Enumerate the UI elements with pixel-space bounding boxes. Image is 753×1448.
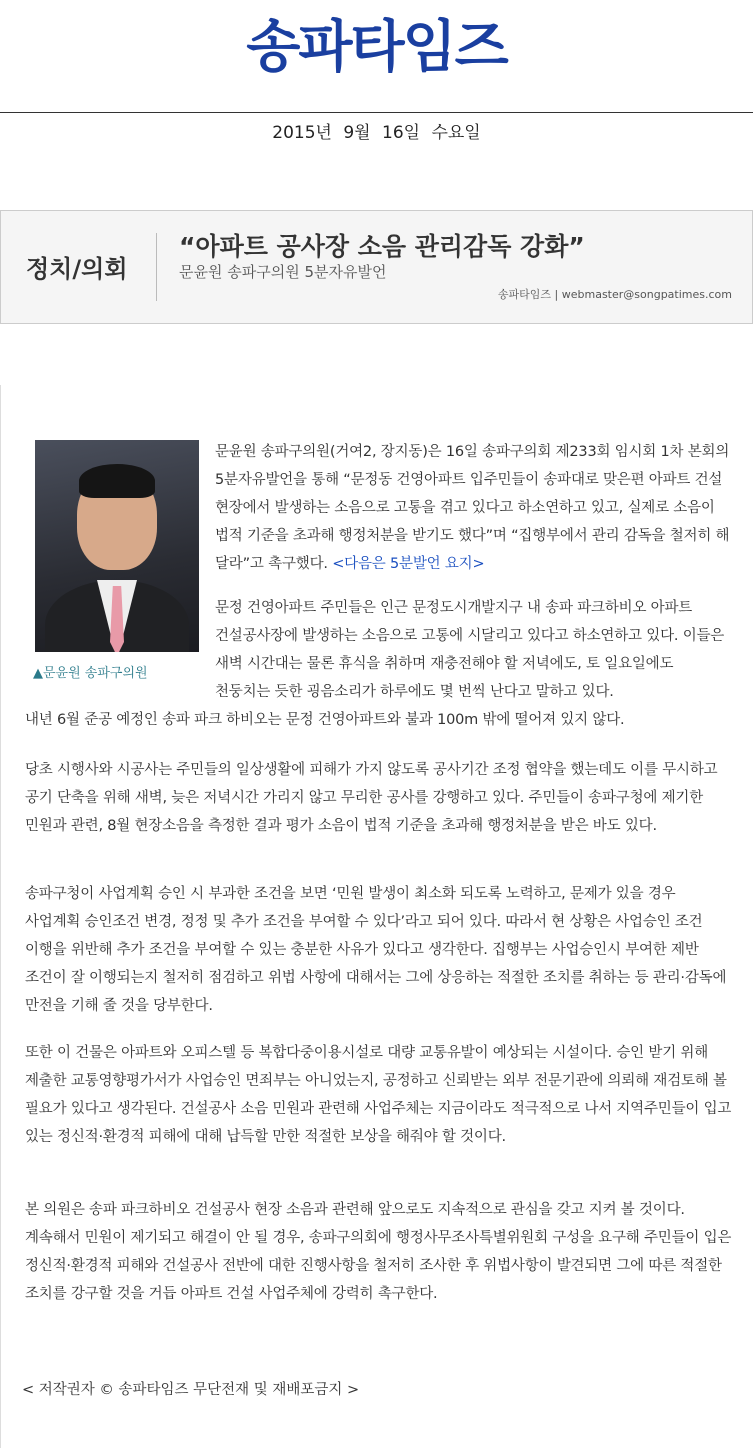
paragraph-6: 본 의원은 송파 파크하비오 건설공사 현장 소음과 관련해 앞으로도 지속적으로 관심을 갖고 지켜 볼 것이다. 계속해서 민원이 제기되고 해결이 안 될 경우, 송파구의회에 행정사무조사특별위원회 구성을 요구해 주민들이 입은 정신적·환경적 피해와 건설공사 전반에 대한 진행사항을 철저히 조사한 후 위법사항이 발견되면 그에 따른 적절한 조치를 강구할 것을 거듭 아파트 건설 사업주체에 강력히 촉구한다. xyxy=(25,1202,732,1302)
paragraph-2a: 문정 건영아파트 주민들은 인근 문정도시개발지구 내 송파 파크하비오 아파트 건설공사장에 발생하는 소음으로 고통에 시달리고 있다고 하소연하고 있다. 이들은 새벽 시간대는 물론 휴식을 취하며 재충전해야 할 저녁에도, 토 일요일에도 천둥치는 듯한 굉음소리가 하루에도 몇 번씩 난다고 말하고 있다. xyxy=(215,600,725,700)
issue-date: 2015년 9월 16일 수요일 xyxy=(272,123,481,143)
paragraph-1 xyxy=(215,438,730,578)
author-credit: 송파타임즈 | webmaster@songpatimes.com xyxy=(497,288,732,301)
top-rule xyxy=(0,112,753,113)
section-label[interactable]: 정치/의회 xyxy=(26,255,128,283)
speech-summary-link[interactable]: <다음은 5분발언 요지> xyxy=(332,556,485,572)
paragraph-2b: 내년 6월 준공 예정인 송파 파크 하비오는 문정 건영아파트와 불과 100m 밖에 떨어져 있지 않다. xyxy=(25,712,625,728)
paragraph-5: 또한 이 건물은 아파트와 오피스텔 등 복합다중이용시설로 대량 교통유발이 예상되는 시설이다. 승인 받기 위해 제출한 교통영향평가서가 사업승인 면죄부는 아니었는지, 공정하고 신뢰받는 외부 전문기관에 의뢰해 재검토해 볼 필요가 있다고 생각된다. 건설공사 소음 민원과 관련해 사업주체는 지금이라도 적극적으로 나서 지역주민들이 입고 있는 정신적·환경적 피해에 대해 납득할 만한 적절한 보상을 해줘야 할 것이다. xyxy=(25,1045,732,1145)
header-divider xyxy=(156,233,157,301)
article-subheadline: 문윤원 송파구의원 5분자유발언 xyxy=(179,263,387,281)
article-left-border xyxy=(0,385,1,1448)
copyright-notice: < 저작권자 © 송파타임즈 무단전재 및 재배포금지 > xyxy=(22,1382,360,1398)
article-headline: “아파트 공사장 소음 관리감독 강화” xyxy=(179,232,585,261)
photo-hair xyxy=(79,464,155,498)
paragraph-4: 송파구청이 사업계획 승인 시 부과한 조건을 보면 ‘민원 발생이 최소화 되도록 노력하고, 문제가 있을 경우 사업계획 승인조건 변경, 정정 및 추가 조건을 부여할 수 있다’라고 되어 있다. 따라서 현 상황은 사업승인 조건 이행을 위반해 추가 조건을 부여할 수 있는 충분한 사유가 있다고 생각한다. 집행부는 사업승인시 부여한 제반 조건이 잘 이행되는지 철저히 점검하고 위법 사항에 대해서는 그에 상응하는 적절한 조치를 취하는 등 관리·감독에 만전을 기해 줄 것을 당부한다. xyxy=(25,886,727,1014)
photo-caption: ▲문윤원 송파구의원 xyxy=(33,666,148,681)
councilor-photo xyxy=(35,440,199,652)
paragraph-3: 당초 시행사와 시공사는 주민들의 일상생활에 피해가 가지 않도록 공사기간 조정 협약을 했는데도 이를 무시하고 공기 단축을 위해 새벽, 늦은 저녁시간 가리지 않고 무리한 공사를 강행하고 있다. 주민들이 송파구청에 제기한 민원과 관련, 8월 현장소음을 측정한 결과 평가 소음이 법적 기준을 초과해 행정처분을 받은 바도 있다. xyxy=(25,762,718,834)
site-logo[interactable]: 송파타임즈 xyxy=(246,15,507,80)
article-header xyxy=(0,210,753,324)
paragraph-1-text: 문윤원 송파구의원(거여2, 장지동)은 16일 송파구의회 제233회 임시회 1차 본회의 5분자유발언을 통해 “문정동 건영아파트 입주민들이 송파대로 맞은편 아파트 건설 현장에서 발생하는 소음으로 고통을 겪고 있다고 하소연하고 있고, 실제로 소음이 법적 기준을 초과해 행정처분을 받기도 했다”며 “집행부에서 관리 감독을 철저히 해 달라”고 촉구했다. xyxy=(215,444,730,572)
